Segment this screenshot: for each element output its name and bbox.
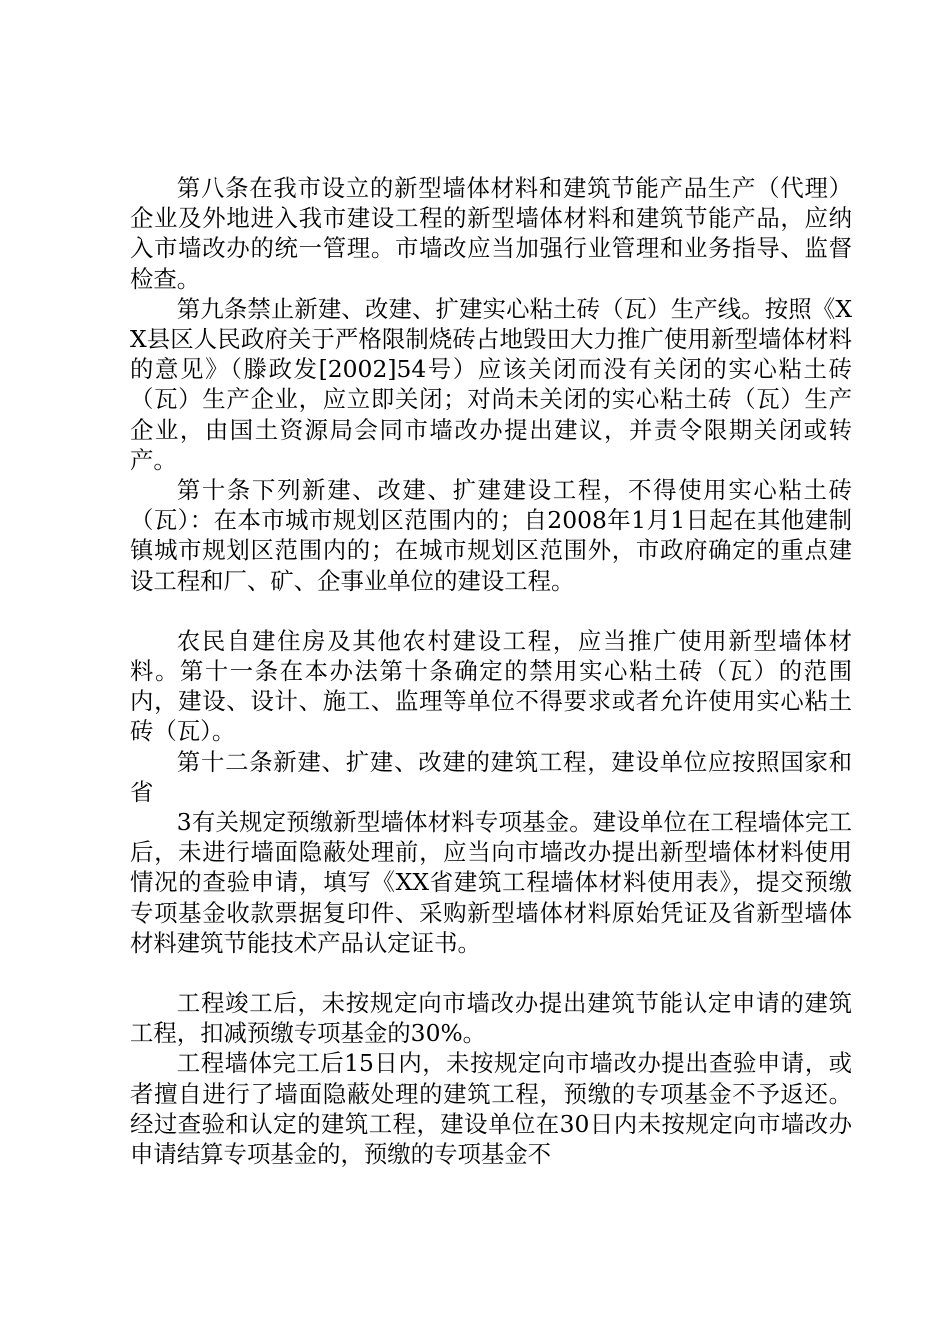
- paragraph-article-11: 农民自建住房及其他农村建设工程，应当推广使用新型墙体材料。第十一条在本办法第十条确定的禁用实心粘土砖（瓦）的范围内，建设、设计、施工、监理等单位不得要求或者允许使用实心粘土砖（瓦）。: [130, 626, 852, 746]
- paragraph-article-12: 第十二条新建、扩建、改建的建筑工程，建设单位应按照国家和省: [130, 747, 852, 806]
- paragraph-article-8: 第八条在我市设立的新型墙体材料和建筑节能产品生产（代理）企业及外地进入我市建设工程的新型墙体材料和建筑节能产品，应纳入市墙改办的统一管理。市墙改应当加强行业管理和业务指导、监督检查。: [130, 174, 852, 293]
- paragraph-fund-prepayment: 3有关规定预缴新型墙体材料专项基金。建设单位在工程墙体完工后，未进行墙面隐蔽处理前，应当向市墙改办提出新型墙体材料使用情况的查验申请，填写《XX省建筑工程墙体材料使用表》，提交预缴专项基金收款票据复印件、采购新型墙体材料原始凭证及省新型墙体材料建筑节能技术产品认定证书。: [130, 808, 852, 957]
- paragraph-inspection-deadline: 工程墙体完工后15日内，未按规定向市墙改办提出查验申请，或者擅自进行了墙面隐蔽处理的建筑工程，预缴的专项基金不予返还。经过查验和认定的建筑工程，建设单位在30日内未按规定向市墙改办申请结算专项基金的，预缴的专项基金不: [130, 1049, 852, 1169]
- paragraph-article-9: 第九条禁止新建、改建、扩建实心粘土砖（瓦）生产线。按照《XX县区人民政府关于严格限制烧砖占地毁田大力推广使用新型墙体材料的意见》（滕政发[2002]54号）应该关闭而没有关闭的实心粘土砖（瓦）生产企业，应立即关闭；对尚未关闭的实心粘土砖（瓦）生产企业，由国土资源局会同市墙改办提出建议，并责令限期关闭或转产。: [130, 294, 852, 474]
- paragraph-article-10: 第十条下列新建、改建、扩建建设工程，不得使用实心粘土砖（瓦）：在本市城市规划区范围内的；自2008年1月1日起在其他建制镇城市规划区范围内的；在城市规划区范围外，市政府确定的重点建设工程和厂、矿、企事业单位的建设工程。: [130, 476, 852, 595]
- document-page: [130, 173, 852, 1169]
- paragraph-completion-deduction: 工程竣工后，未按规定向市墙改办提出建筑节能认定申请的建筑工程，扣减预缴专项基金的30%。: [130, 989, 852, 1048]
